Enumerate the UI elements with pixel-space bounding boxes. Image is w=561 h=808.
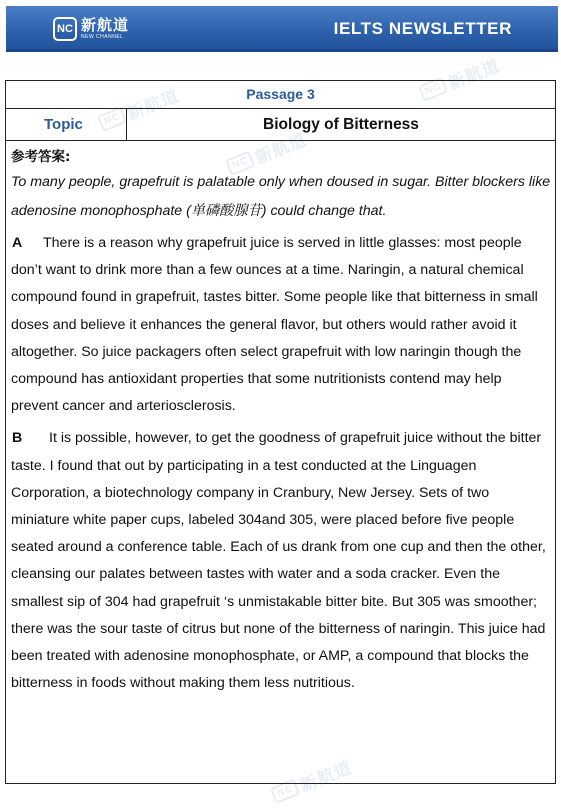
topic-row [6,109,555,141]
watermark-icon: NC 新航道 [223,125,310,179]
paragraph-a [11,230,551,420]
newsletter-title: IELTS NEWSLETTER [333,19,512,38]
topic-value: Biology of Bitterness [263,116,419,133]
passage-content [6,141,555,697]
watermark-icon: NC 新航道 [95,81,182,135]
passage-frame [5,80,556,784]
paragraph-letter: A [12,235,23,251]
logo-text [81,18,129,40]
paragraph-text: It is possible, however, to get the goodness of grapefruit juice without the bitter taste. I found that out by participating in a test conducted at the Linguagen Corporation, a biotechnology company in Cranbury, New Jersey. Sets of two miniature white paper cups, labeled 304and 305, were placed before five people seated around a conference table. Each of us drank from one cup and then the other, cleansing our palates between tastes with water and a soda cracker. Even the smallest sip of 304 had grapefruit ‘s unmistakable bitter bite. But 305 was smoother; there was the sour taste of citrus but none of the bitterness of naringin. This juice had been treated with adenosine monophosphate, or AMP, a compound that blocks the bitterness in foods without making them less nutritious. [11,430,546,692]
passage-heading: Passage 3 [6,81,555,109]
logo-chinese-name: 新航道 [81,17,130,34]
watermark-icon: NC 新航道 [268,753,355,807]
paragraph-b [11,425,551,697]
header-banner [6,6,558,52]
watermark-icon: NC 新航道 [416,51,503,105]
paragraph-text: There is a reason why grapefruit juice is served in little glasses: most people don’t want to drink more than a few ounces at a time. Naringin, a natural chemical compound found in grapefruit, tastes bitter. Some people like that bitterness in small doses and believe it enhances the general flavor, but others would rather avoid it altogether. So juice packagers often select grapefruit with low naringin though the compound has antioxidant properties that some nutritionists contend may help prevent cancer and arteriosclerosis. [11,235,538,415]
intro-text: To many people, grapefruit is palatable only when doused in sugar. Bitter blockers like adenosine monophosphate (单磷酸腺苷) could change that. [11,174,551,219]
paragraph-letter: B [12,430,23,447]
logo-english-name: NEW CHANNEL [81,34,124,40]
answer-label: 参考答案: [11,149,71,165]
topic-label: Topic [6,109,127,140]
logo-mark-icon: NC [53,17,77,41]
logo [53,14,129,44]
